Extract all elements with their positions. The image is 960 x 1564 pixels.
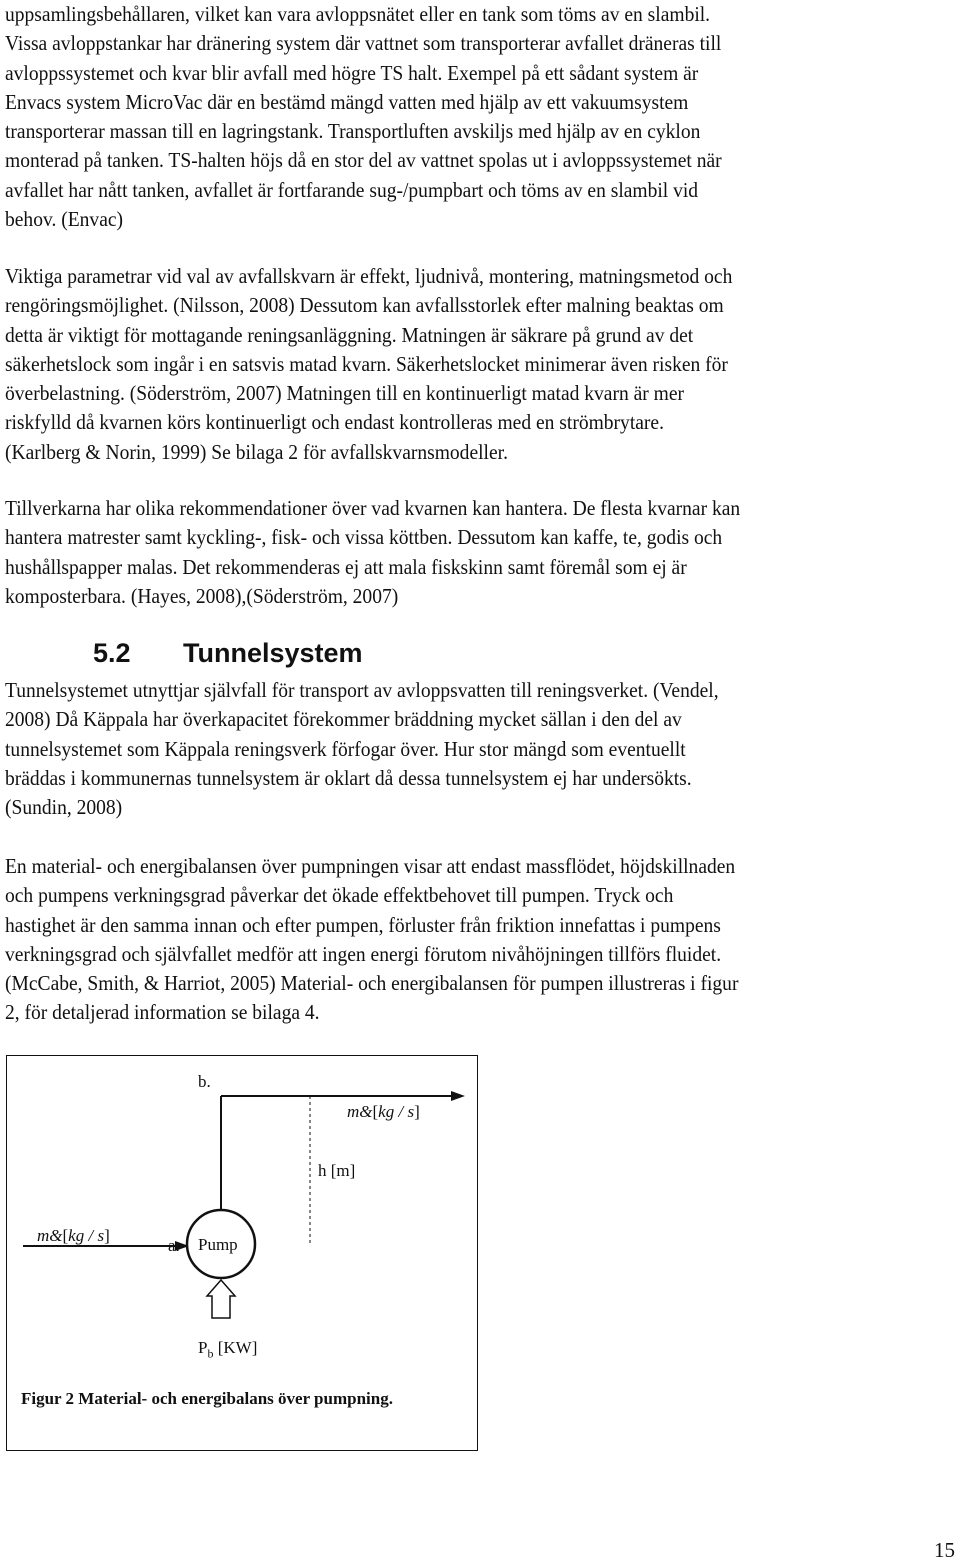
massflow-symbol: m& xyxy=(347,1102,373,1121)
text-line: Vissa avloppstankar har dränering system där vattnet som transporterar avfallet dräneras till xyxy=(5,31,722,56)
paragraph-manufacturers xyxy=(5,494,957,611)
text-line: Viktiga parametrar vid val av avfallskvarn är effekt, ljudnivå, montering, matningsmetod och xyxy=(5,264,733,288)
text-line: behov. (Envac) xyxy=(5,207,124,232)
page-number: 15 xyxy=(934,1538,955,1562)
section-heading xyxy=(93,636,363,670)
massflow-unit: kg / s xyxy=(68,1226,105,1245)
bracket-open: [ xyxy=(372,1102,379,1121)
outlet-massflow-label xyxy=(347,1102,420,1122)
text-line: komposterbara. (Hayes, 2008),(Söderström, 2007) xyxy=(5,583,399,608)
label-outlet-point: b. xyxy=(198,1072,211,1091)
text-line: Envacs system MicroVac där en bestämd mängd vatten med hjälp av ett vakuumsystem xyxy=(5,89,689,114)
text-line: bräddas i kommunernas tunnelsystem är oklart då dessa tunnelsystem ej har undersökts. xyxy=(5,765,692,790)
paragraph-tunnelsystem xyxy=(5,676,957,822)
text-line: 2, för detaljerad information se bilaga 4. xyxy=(5,1000,320,1025)
text-line: tunnelsystemet som Käppala reningsverk förfogar över. Hur stor mängd som eventuellt xyxy=(5,736,686,761)
text-line: och pumpens verkningsgrad påverkar det ökade effektbehovet till pumpen. Tryck och xyxy=(5,883,674,908)
text-line: monterad på tanken. TS-halten höjs då en stor del av vattnet spolas ut i avloppssystemet när xyxy=(5,148,722,173)
power-symbol: P xyxy=(198,1338,208,1357)
text-line: (Sundin, 2008) xyxy=(5,795,123,820)
text-line: avloppssystemet och kvar blir avfall med högre TS halt. Exempel på ett sådant system är xyxy=(5,60,699,85)
outlet-arrowhead xyxy=(451,1091,465,1101)
inlet-massflow-label xyxy=(37,1226,110,1246)
bracket-close: ] xyxy=(414,1102,420,1121)
figure-pump-balance xyxy=(6,1055,478,1451)
section-number: 5.2 xyxy=(93,638,131,668)
massflow-symbol: m& xyxy=(37,1226,63,1245)
text-line: avfallet har nått tanken, avfallet är fortfarande sug-/pumpbart och töms av en slambil vid xyxy=(5,177,699,202)
text-line: överbelastning. (Söderström, 2007) Matningen till en kontinuerligt matad kvarn är mer xyxy=(5,381,685,406)
power-label xyxy=(198,1338,257,1361)
text-line: uppsamlingsbehållaren, vilket kan vara avloppsnätet eller en tank som töms av en slambil. xyxy=(5,2,711,26)
text-line: hastighet är den samma innan och efter pumpen, förluster från friktion innefattas i pumpens xyxy=(5,912,721,937)
paragraph-envac xyxy=(5,0,957,234)
paragraph-energy-balance xyxy=(5,852,957,1028)
power-subscript: b xyxy=(207,1346,214,1361)
pump-label: Pump xyxy=(198,1235,238,1254)
text-line: verkningsgrad och självfallet medför att ingen energi förutom nivåhöjningen tillförs fluidet. xyxy=(5,941,722,966)
text-line: riskfylld då kvarnen körs kontinuerligt och endast kontrolleras med en strömbrytare. xyxy=(5,410,664,435)
massflow-unit: kg / s xyxy=(378,1102,415,1121)
text-line: 2008) Då Käppala har överkapacitet förekommer bräddning mycket sällan i den del av xyxy=(5,707,682,732)
height-label: h [m] xyxy=(318,1161,356,1180)
label-inlet-point: a. xyxy=(168,1236,180,1255)
bracket-close: ] xyxy=(104,1226,110,1245)
text-line: Tillverkarna har olika rekommendationer över vad kvarnen kan hantera. De flesta kvarnar kan xyxy=(5,496,741,520)
text-line: transporterar massan till en lagringstank. Transportluften avskiljs med hjälp av en cyklon xyxy=(5,119,701,144)
section-title: Tunnelsystem xyxy=(183,638,363,668)
text-line: rengöringsmöjlighet. (Nilsson, 2008) Dessutom kan avfallsstorlek efter malning beaktas om xyxy=(5,293,724,318)
figure-caption: Figur 2 Material- och energibalans över pumpning. xyxy=(21,1389,393,1408)
text-line: hushållspapper malas. Det rekommenderas ej att mala fiskskinn samt föremål som ej är xyxy=(5,554,687,579)
text-line: (McCabe, Smith, & Harriot, 2005) Material- och energibalansen för pumpen illustreras i figur xyxy=(5,971,739,996)
text-line: detta är viktigt för mottagande reningsanläggning. Matningen är säkrare på grund av det xyxy=(5,322,694,347)
text-line: (Karlberg & Norin, 1999) Se bilaga 2 för avfallskvarnsmodeller. xyxy=(5,439,508,464)
paragraph-parameters xyxy=(5,262,957,467)
text-line: Tunnelsystemet utnyttjar självfall för transport av avloppsvatten till reningsverket. (Vendel, xyxy=(5,678,719,702)
power-unit: [KW] xyxy=(217,1338,258,1357)
power-arrow xyxy=(207,1280,235,1318)
text-line: En material- och energibalansen över pumpningen visar att endast massflödet, höjdskillnaden xyxy=(5,854,736,878)
text-line: hantera matrester samt kyckling-, fisk- och vissa köttben. Dessutom kan kaffe, te, godis och xyxy=(5,525,723,550)
bracket-open: [ xyxy=(62,1226,69,1245)
text-line: säkerhetslock som ingår i en satsvis matad kvarn. Säkerhetslocket minimerar även risken för xyxy=(5,351,728,376)
